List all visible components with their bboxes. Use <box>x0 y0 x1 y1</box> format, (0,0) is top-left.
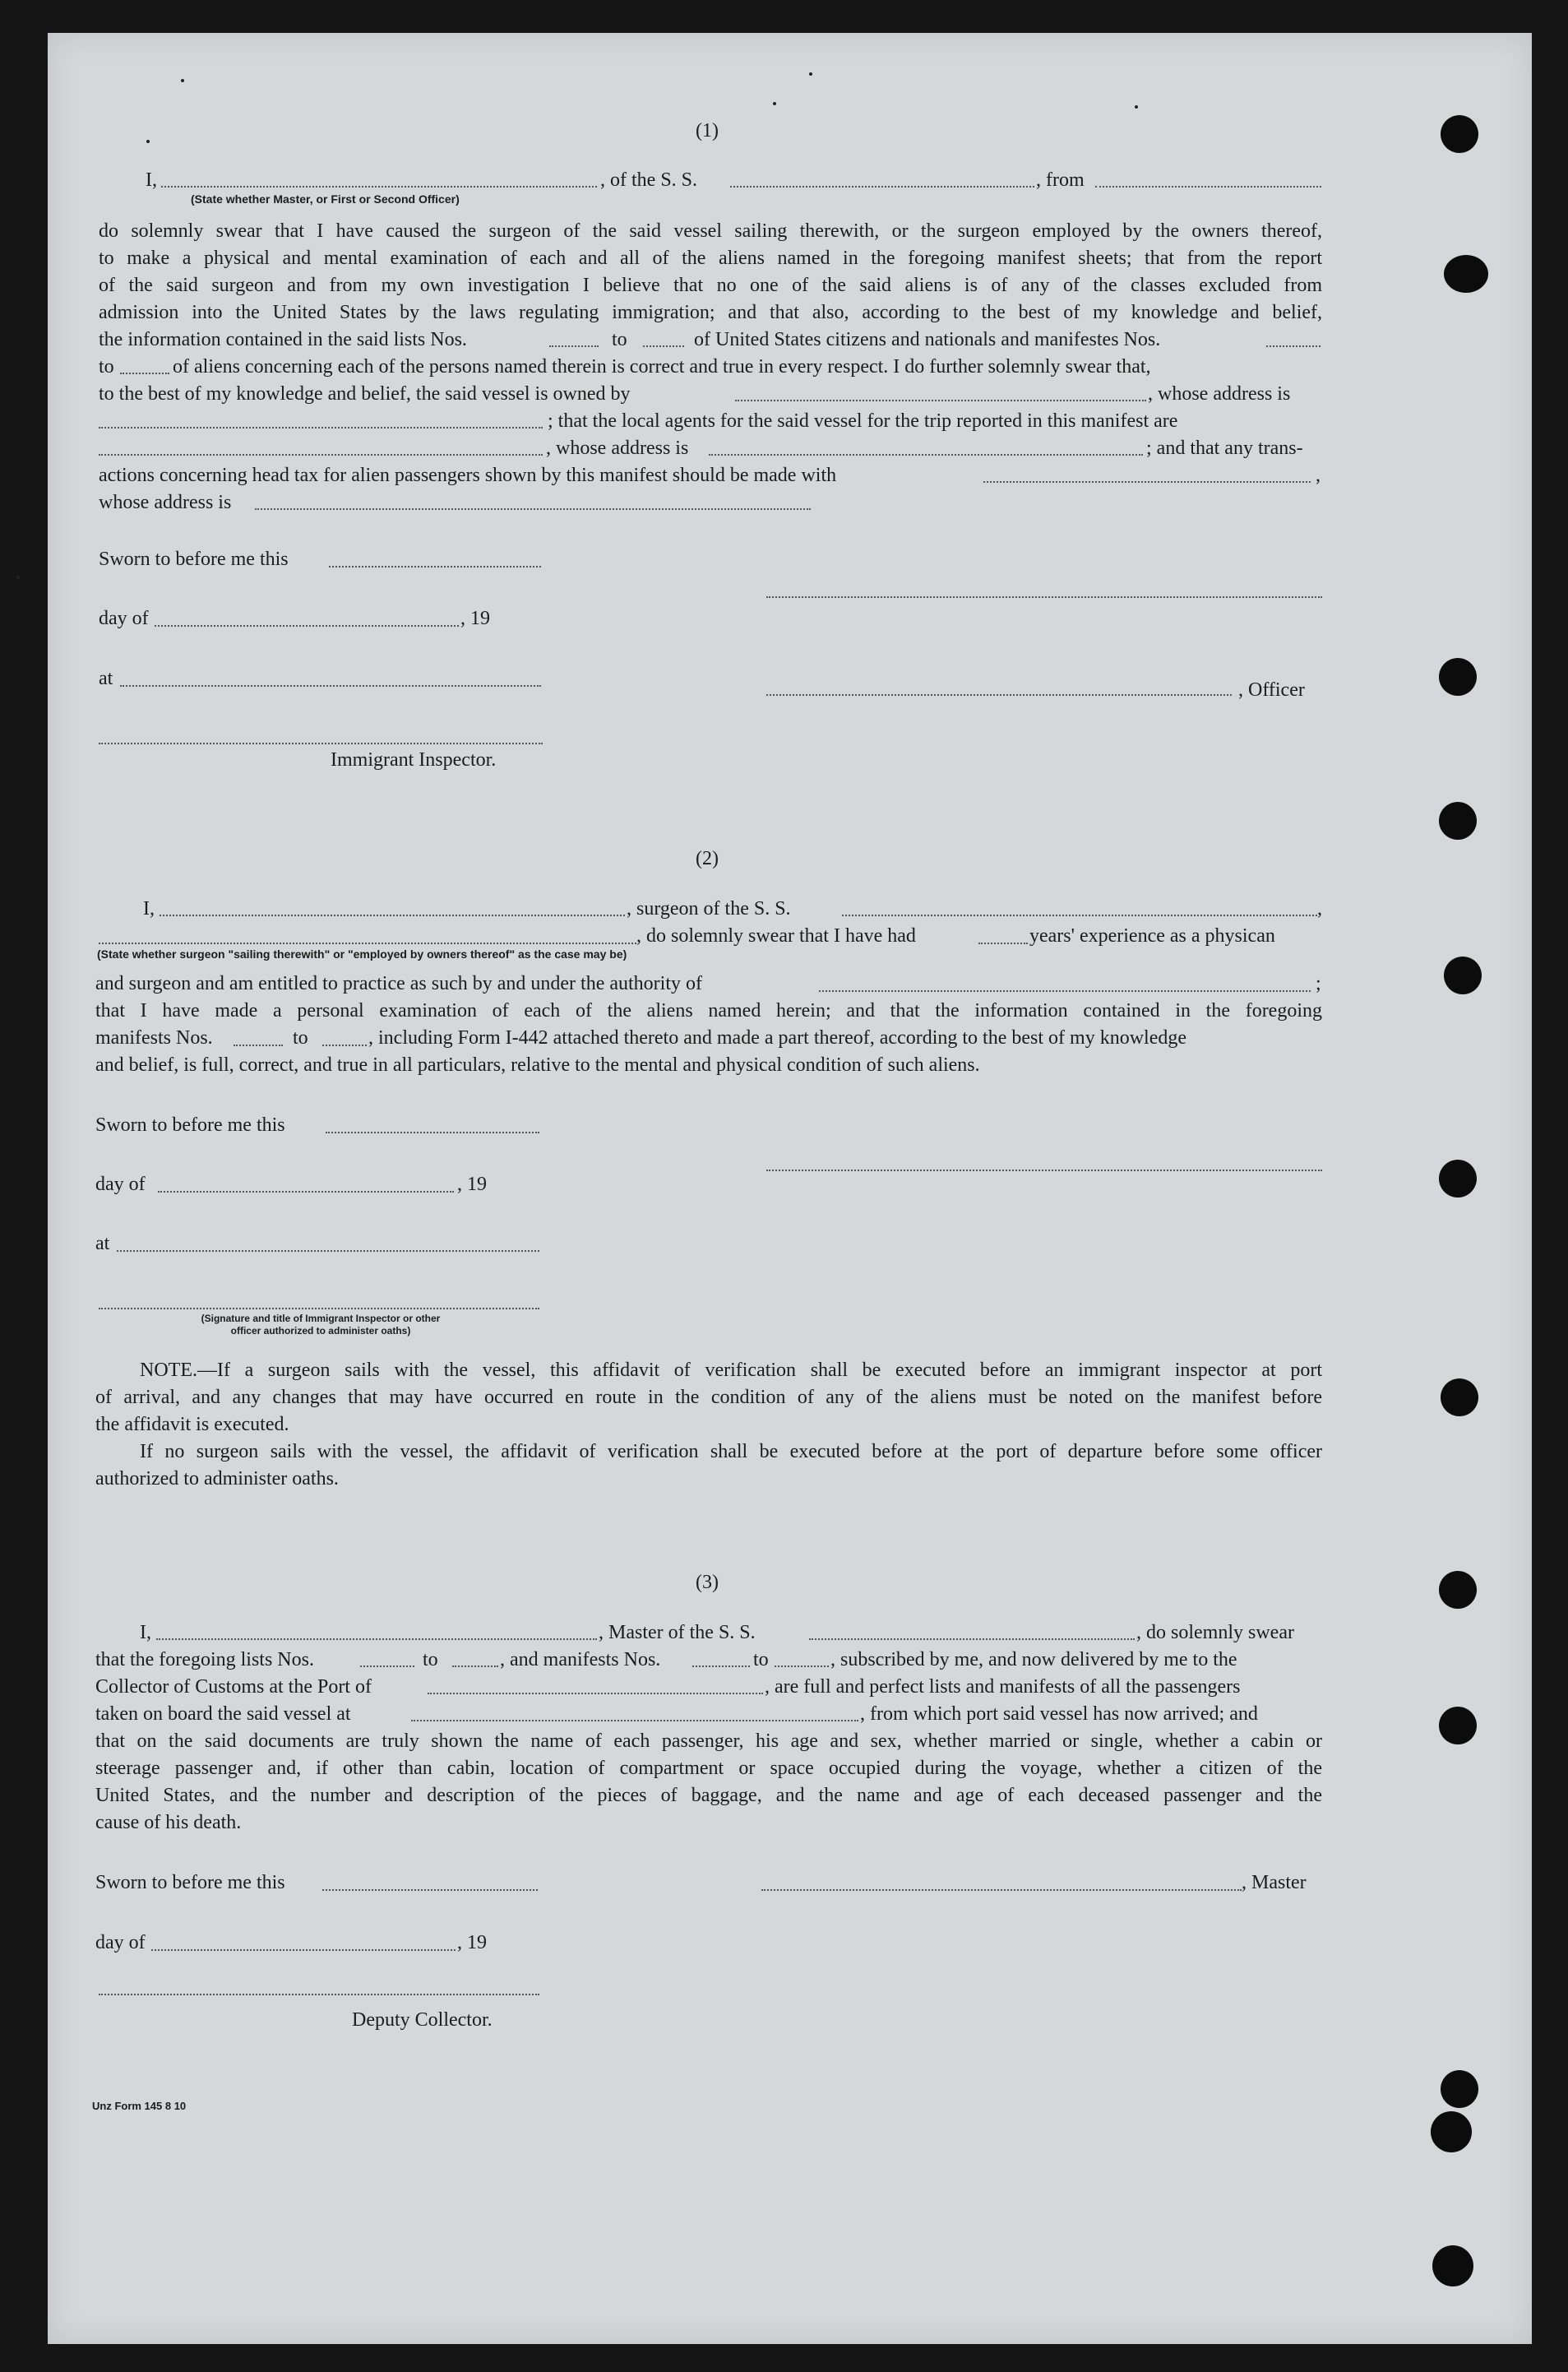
to-label: to <box>753 1649 769 1670</box>
place-blank[interactable] <box>120 685 541 687</box>
oath-line: admission into the United States by the laws regulating immigration; and that also, according to the best of my knowledge and belief, <box>99 302 1322 323</box>
note-line: the affidavit is executed. <box>95 1414 289 1435</box>
solemnly-swear-text: , do solemnly swear <box>1136 1622 1294 1643</box>
sworn-before-label: Sworn to before me this <box>95 1872 285 1893</box>
alien-manifests-from-blank[interactable] <box>1266 345 1321 347</box>
master-label: , Master <box>1242 1872 1307 1893</box>
comma: , <box>1316 465 1321 486</box>
correct-true-text: of aliens concerning each of the persons named therein is correct and true in every respect. I do further solemnly swear that, <box>173 356 1151 378</box>
manifests-to-blank[interactable] <box>775 1665 829 1667</box>
month-blank[interactable] <box>155 625 459 627</box>
head-tax-party-blank[interactable] <box>983 481 1311 483</box>
comma: , <box>1317 898 1322 920</box>
to-label: to <box>293 1027 308 1049</box>
agents-address-label: , whose address is <box>546 438 689 459</box>
lists-nos-label: that the foregoing lists Nos. <box>95 1649 314 1670</box>
at-label: at <box>99 668 113 689</box>
punch-hole <box>1439 1571 1477 1609</box>
speck <box>16 576 20 579</box>
punch-hole <box>1441 1378 1478 1416</box>
surgeon-signature-line[interactable] <box>766 1170 1322 1171</box>
passenger-details-line: cause of his death. <box>95 1812 242 1833</box>
including-text: , including Form I-442 attached thereto and made a part thereof, according to the best of my knowledge <box>368 1027 1187 1049</box>
declarant-prefix: I, <box>146 169 157 191</box>
punch-hole <box>1439 1160 1477 1198</box>
owner-address-blank[interactable] <box>99 427 543 429</box>
punch-hole <box>1444 957 1482 994</box>
section-2-number: (2) <box>696 848 719 869</box>
whose-address-label-3: whose address is <box>99 492 232 513</box>
head-tax-label: actions concerning head tax for alien passengers shown by this manifest should be made with <box>99 465 837 486</box>
citizens-manifests-label: of United States citizens and nationals and manifestes Nos. <box>694 329 1161 350</box>
administering-officer-line[interactable] <box>99 1308 539 1309</box>
speck <box>809 72 812 76</box>
owned-by-label: to the best of my knowledge and belief, the said vessel is owned by <box>99 383 631 405</box>
full-lists-text: , are full and perfect lists and manifests of all the passengers <box>765 1676 1241 1698</box>
citizen-lists-to-blank[interactable] <box>643 345 684 347</box>
declarant-prefix: I, <box>143 898 155 920</box>
deputy-collector-label: Deputy Collector. <box>352 2009 493 2031</box>
manifests-to-blank[interactable] <box>322 1045 367 1046</box>
oath-line: of the said surgeon and from my own investigation I believe that no one of the said aliens is of any of the classes excluded from <box>99 275 1322 296</box>
lists-from-blank[interactable] <box>360 1665 414 1667</box>
agents-name-blank[interactable] <box>99 454 543 456</box>
surgeon-vessel-blank[interactable] <box>842 915 1317 916</box>
speck <box>181 79 184 82</box>
subscribed-text: , subscribed by me, and now delivered by me to the <box>830 1649 1237 1670</box>
collector-label: Collector of Customs at the Port of <box>95 1676 372 1698</box>
sworn-before-label: Sworn to before me this <box>99 549 289 570</box>
entitled-text: and surgeon and am entitled to practice as such by and under the authority of <box>95 973 702 994</box>
embarkation-port-blank[interactable] <box>411 1720 858 1721</box>
years-experience-blank[interactable] <box>978 943 1028 944</box>
passenger-details-line: that on the said documents are truly shown the name of each passenger, his age and sex, whether married or single, whether a cabin or <box>95 1730 1322 1752</box>
authority-blank[interactable] <box>819 990 1311 992</box>
vessel-name-blank[interactable] <box>730 186 1034 188</box>
surgeon-status-blank[interactable] <box>99 943 636 944</box>
semicolon: ; <box>1316 973 1321 994</box>
to-label: to <box>99 356 114 378</box>
belief-text: and belief, is full, correct, and true in all particulars, relative to the mental and physical condition of such aliens. <box>95 1054 980 1076</box>
form-id: Unz Form 145 8 10 <box>92 2100 187 2112</box>
agents-address-blank[interactable] <box>709 454 1143 456</box>
punch-hole <box>1441 115 1478 153</box>
note-line: If no surgeon sails with the vessel, the affidavit of verification shall be executed before at the port of departure before some officer <box>140 1441 1322 1462</box>
month-blank[interactable] <box>158 1191 454 1193</box>
punch-hole <box>1439 658 1477 696</box>
note-line: of arrival, and any changes that may have occurred en route in the condition of any of the aliens must be noted on the manifest before <box>95 1387 1322 1408</box>
officer-rank-note: (State whether Master, or First or Second Officer) <box>191 192 460 206</box>
month-blank[interactable] <box>151 1949 456 1951</box>
surgeon-swear-text: , do solemnly swear that I have had <box>636 925 916 947</box>
note-line: authorized to administer oaths. <box>95 1468 339 1489</box>
from-label: , from <box>1036 169 1085 191</box>
passenger-details-line: United States, and the number and description of the pieces of baggage, and the name and age of each deceased passenger and the <box>95 1785 1322 1806</box>
passenger-details-line: steerage passenger and, if other than cabin, location of compartment or space occupied during the voyage, whether a citizen of the <box>95 1758 1322 1779</box>
sworn-day-blank[interactable] <box>329 566 541 568</box>
punch-hole <box>1431 2111 1472 2152</box>
day-of-label: day of <box>95 1174 146 1195</box>
port-blank[interactable] <box>428 1693 763 1694</box>
manifests-from-blank[interactable] <box>234 1045 283 1046</box>
local-agents-label: ; that the local agents for the said vessel for the trip reported in this manifest are <box>548 410 1178 432</box>
owner-name-blank[interactable] <box>735 400 1146 401</box>
oath-line: do solemnly swear that I have caused the surgeon of the said vessel sailing therewith, or the surgeon employed by the owners thereof, <box>99 220 1322 242</box>
section-1-number: (1) <box>696 120 719 141</box>
punch-hole <box>1444 255 1488 293</box>
head-tax-address-blank[interactable] <box>255 508 811 510</box>
master-signature-line[interactable] <box>761 1889 1242 1891</box>
to-label: to <box>423 1649 438 1670</box>
punch-hole <box>1441 2070 1478 2108</box>
year-label: , 19 <box>457 1932 487 1953</box>
info-to-label: to <box>612 329 627 350</box>
day-of-label: day of <box>95 1932 146 1953</box>
officer-signature-line[interactable] <box>766 596 1322 598</box>
oath-line: to make a physical and mental examination of each and all of the aliens named in the foregoing manifest sheets; that from the report <box>99 248 1322 269</box>
signature-note <box>99 1313 543 1337</box>
master-name-blank[interactable] <box>156 1638 597 1640</box>
speck <box>773 102 776 105</box>
section-3-number: (3) <box>696 1572 719 1593</box>
officer-label: , Officer <box>1238 679 1305 701</box>
alien-manifests-to-blank[interactable] <box>120 373 169 374</box>
punch-hole <box>1439 1707 1477 1744</box>
signature-note-line: (Signature and title of Immigrant Inspector or other <box>201 1313 441 1324</box>
day-of-label: day of <box>99 608 149 629</box>
signature-note-line: officer authorized to administer oaths) <box>230 1325 411 1337</box>
place-blank[interactable] <box>117 1250 539 1252</box>
examination-text: that I have made a personal examination of each of the aliens named herein; and that the information contained in the foregoing <box>95 1000 1322 1022</box>
lists-to-blank[interactable] <box>452 1665 498 1667</box>
punch-hole <box>1432 2245 1473 2286</box>
manifests-from-blank[interactable] <box>692 1665 750 1667</box>
master-of-label: , Master of the S. S. <box>599 1622 756 1643</box>
declarant-prefix: I, <box>140 1622 151 1643</box>
sworn-day-blank[interactable] <box>326 1132 539 1133</box>
at-label: at <box>95 1233 110 1254</box>
year-label: , 19 <box>460 608 490 629</box>
sworn-day-blank[interactable] <box>322 1889 538 1891</box>
inspector-signature-line[interactable] <box>99 743 543 744</box>
speck <box>146 140 150 143</box>
arrived-text: , from which port said vessel has now arrived; and <box>860 1703 1258 1725</box>
deputy-collector-signature-line[interactable] <box>99 1994 539 1995</box>
year-label: , 19 <box>457 1174 487 1195</box>
surgeon-of-label: , surgeon of the S. S. <box>627 898 791 920</box>
taken-on-board-label: taken on board the said vessel at <box>95 1703 351 1725</box>
immigrant-inspector-label: Immigrant Inspector. <box>331 749 497 771</box>
surgeon-name-blank[interactable] <box>160 915 625 916</box>
manifests-nos-label: , and manifests Nos. <box>500 1649 661 1670</box>
manifests-nos-label: manifests Nos. <box>95 1027 213 1049</box>
surgeon-status-note: (State whether surgeon "sailing therewith" or "employed by owners thereof" as the case may be) <box>97 947 627 961</box>
info-lists-label: the information contained in the said lists Nos. <box>99 329 467 350</box>
from-port-blank[interactable] <box>1095 186 1321 188</box>
sworn-before-label: Sworn to before me this <box>95 1114 285 1136</box>
transactions-label: ; and that any trans- <box>1146 438 1303 459</box>
master-name-blank[interactable] <box>161 186 597 188</box>
note-line: NOTE.—If a surgeon sails with the vessel, this affidavit of verification shall be executed before an immigrant inspector at port <box>140 1360 1322 1381</box>
of-the-ss-label: , of the S. S. <box>600 169 698 191</box>
officer-title-line[interactable] <box>766 694 1232 696</box>
punch-hole <box>1439 802 1477 840</box>
speck <box>1135 105 1138 109</box>
years-experience-label: years' experience as a physican <box>1029 925 1275 947</box>
vessel-name-blank[interactable] <box>809 1638 1135 1640</box>
citizen-lists-from-blank[interactable] <box>549 345 599 347</box>
whose-address-label: , whose address is <box>1148 383 1291 405</box>
